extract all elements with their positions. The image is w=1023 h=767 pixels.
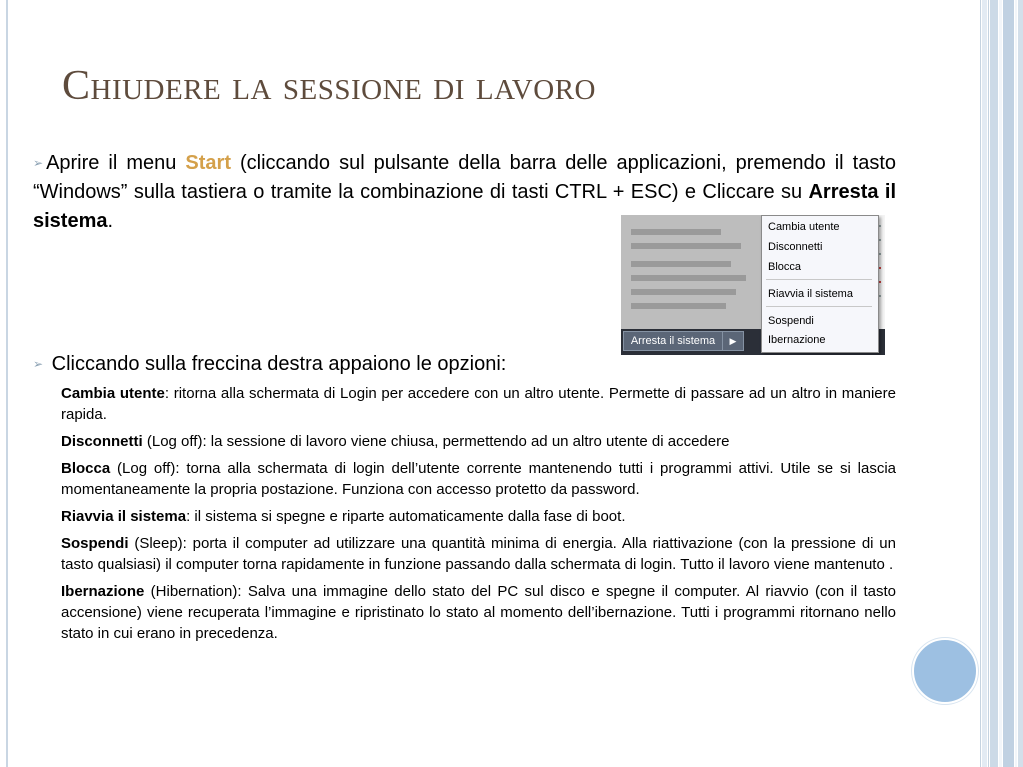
slide-title: Chiudere la sessione di lavoro	[62, 63, 596, 109]
options-intro	[33, 351, 506, 377]
shutdown-menu	[761, 215, 879, 353]
option-desc: (Log off): la sessione di lavoro viene chiusa, permettendo ad un altro utente di accedere	[142, 433, 730, 450]
option-term: Disconnetti	[61, 433, 143, 450]
option-riavvia	[61, 506, 896, 527]
option-blocca	[61, 458, 896, 500]
triangle-right-icon[interactable]: ▶	[722, 331, 744, 351]
option-disconnetti	[61, 431, 896, 452]
option-term: Riavvia il sistema	[61, 508, 187, 525]
intro-text-1: Aprire il menu	[46, 152, 186, 174]
intro-text-3: .	[107, 210, 114, 232]
arresta-il-sistema-button[interactable]: Arresta il sistema	[623, 331, 723, 351]
option-desc: (Log off): torna alla schermata di login dell’utente corrente mantenendo tutti i programmi attivi. Utile se si lascia momentaneamente la propria postazione. Funziona con accesso protetto da password.	[61, 460, 896, 498]
start-word: Start	[185, 152, 231, 174]
menu-item-ibernazione[interactable]: Ibernazione	[768, 334, 826, 346]
menu-item-sospendi[interactable]: Sospendi	[768, 315, 814, 327]
intro-text-2: (cliccando sul pulsante della barra delle applicazioni, premendo il tasto “Windows” sulla tastiera o tramite la combinazione di tasti CTRL + ESC) e Cliccare su	[33, 152, 896, 203]
menu-item-riavvia[interactable]: Riavvia il sistema	[768, 288, 853, 300]
option-term: Ibernazione	[61, 583, 145, 600]
menu-item-cambia-utente[interactable]: Cambia utente	[768, 221, 840, 233]
option-term: Cambia utente	[61, 385, 165, 402]
option-ibernazione	[61, 581, 896, 644]
arrow-bullet-icon: ➢	[33, 357, 44, 371]
option-cambia-utente	[61, 383, 896, 425]
arresta-word: Arresta il sistema	[33, 181, 896, 232]
option-sospendi	[61, 533, 896, 575]
option-term: Sospendi	[61, 535, 129, 552]
menu-item-disconnetti[interactable]: Disconnetti	[768, 241, 823, 253]
menu-item-blocca[interactable]: Blocca	[768, 261, 802, 273]
options-list	[61, 383, 896, 650]
option-term: Blocca	[61, 460, 111, 477]
start-menu-screenshot	[621, 215, 885, 355]
option-desc: (Sleep): porta il computer ad utilizzare una quantità minima di energia. Alla riattivazione (con la pressione di un tasto qualsiasi) il computer torna rapidamente in funzione passando dalla schermata di login. Tutto il lavoro viene mantenuto .	[61, 535, 896, 573]
menu-separator	[766, 306, 872, 307]
option-desc: : ritorna alla schermata di Login per accedere con un altro utente. Permette di passare ad un altro in maniere rapida.	[61, 385, 896, 423]
options-intro-text: Cliccando sulla freccina destra appaiono le opzioni:	[51, 353, 507, 375]
right-decoration	[976, 0, 1023, 767]
left-rule	[6, 0, 8, 767]
option-desc: : il sistema si spegne e riparte automaticamente dalla fase di boot.	[186, 508, 626, 525]
decorative-circle	[912, 638, 978, 704]
option-desc: (Hibernation): Salva una immagine dello stato del PC sul disco e spegne il computer. Al riavvio (con il tasto accensione) viene recuperata l’immagine e ripristinato lo stato al momento dell’ibernazione. Tutti i programmi ritornano nello stato in cui erano in precedenza.	[61, 583, 896, 642]
arrow-bullet-icon: ➢	[33, 156, 44, 170]
menu-separator	[766, 279, 872, 280]
